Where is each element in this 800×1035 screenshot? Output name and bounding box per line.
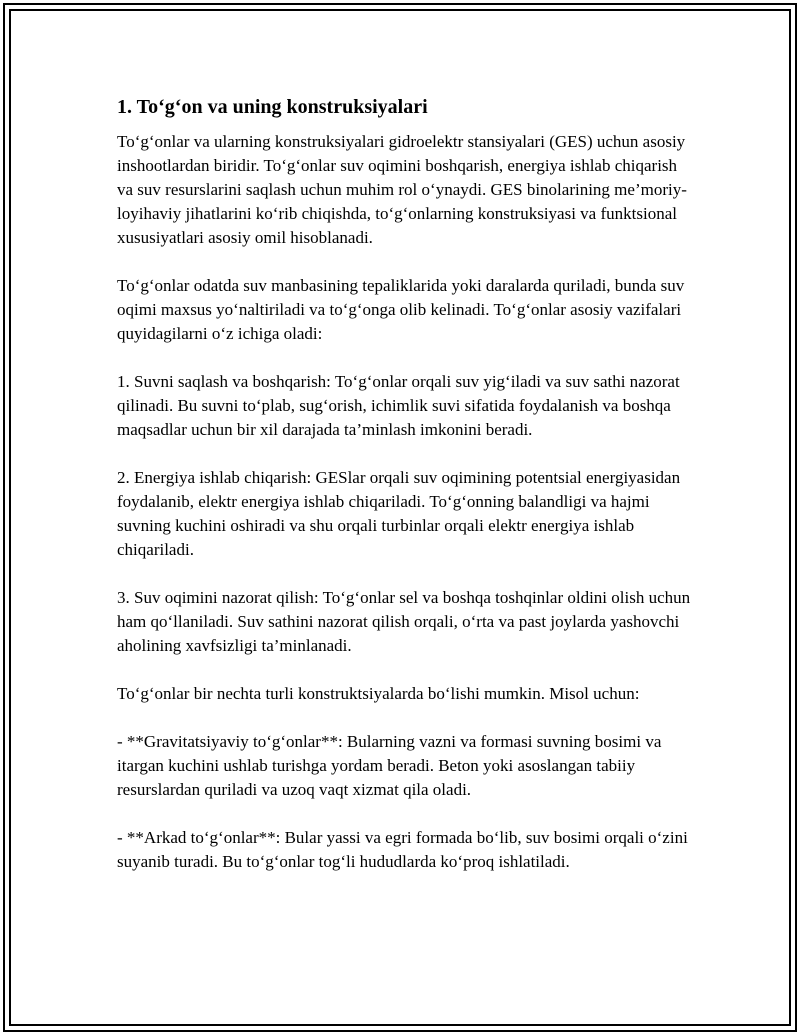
paragraph-location: To‘g‘onlar odatda suv manbasining tepaliklarida yoki daralarda quriladi, bunda suv oqimi maxsus yo‘naltiriladi va to‘g‘onga olib kelinadi. To‘g‘onlar asosiy vazifalari quyidagilarni o‘z ichiga oladi: bbox=[117, 276, 685, 343]
paragraph-item-1: 1. Suvni saqlash va boshqarish: To‘g‘onlar orqali suv yig‘iladi va suv sathi nazorat qilinadi. Bu suvni to‘plab, sug‘orish, ichimlik suvi sifatida foydalanish va boshqa maqsadlar uchun bir xil darajada ta’minlash imkonini beradi. bbox=[117, 372, 680, 439]
paragraph-types-intro: To‘g‘onlar bir nechta turli konstruktsiyalarda bo‘lishi mumkin. Misol uchun: bbox=[117, 684, 640, 703]
paragraph-item-2: 2. Energiya ishlab chiqarish: GESlar orqali suv oqimining potentsial energiyasidan foydalanib, elektr energiya ishlab chiqariladi. To‘g‘onning balandligi va hajmi suvning kuchini oshiradi va shu orqali turbinlar orqali elektr energiya ishlab chiqariladi. bbox=[117, 468, 681, 559]
paragraph-item-3: 3. Suv oqimini nazorat qilish: To‘g‘onlar sel va boshqa toshqinlar oldini olish uchun ham qo‘llaniladi. Suv sathini nazorat qilish orqali, o‘rta va past joylarda yashovchi aholining xavfsizligi ta’minlanadi. bbox=[117, 588, 691, 655]
paragraph-intro: To‘g‘onlar va ularning konstruksiyalari gidroelektr stansiyalari (GES) uchun asosiy inshootlardan biridir. To‘g‘onlar suv oqimini boshqarish, energiya ishlab chiqarish va suv resurslarini saqlash uchun muhim rol o‘ynaydi. GES binolarining me’moriy-loyihaviy jihatlarini ko‘rib chiqishda, to‘g‘onlarning konstruksiyasi va funktsional xususiyatlari asosiy omil hisoblanadi. bbox=[117, 132, 687, 247]
document-body bbox=[117, 92, 697, 898]
section-heading: 1. To‘g‘on va uning konstruksiyalari bbox=[117, 96, 428, 118]
paragraph-gravity-dams: - **Gravitatsiyaviy to‘g‘onlar**: Bularning vazni va formasi suvning bosimi va itargan kuchini ushlab turishga yordam beradi. Beton yoki asoslangan tabiiy resurslardan quriladi va uzoq vaqt xizmat qila oladi. bbox=[117, 732, 662, 799]
paragraph-arch-dams: - **Arkad to‘g‘onlar**: Bular yassi va egri formada bo‘lib, suv bosimi orqali o‘zini suyanib turadi. Bu to‘g‘onlar tog‘li hududlarda ko‘proq ishlatiladi. bbox=[117, 828, 688, 871]
